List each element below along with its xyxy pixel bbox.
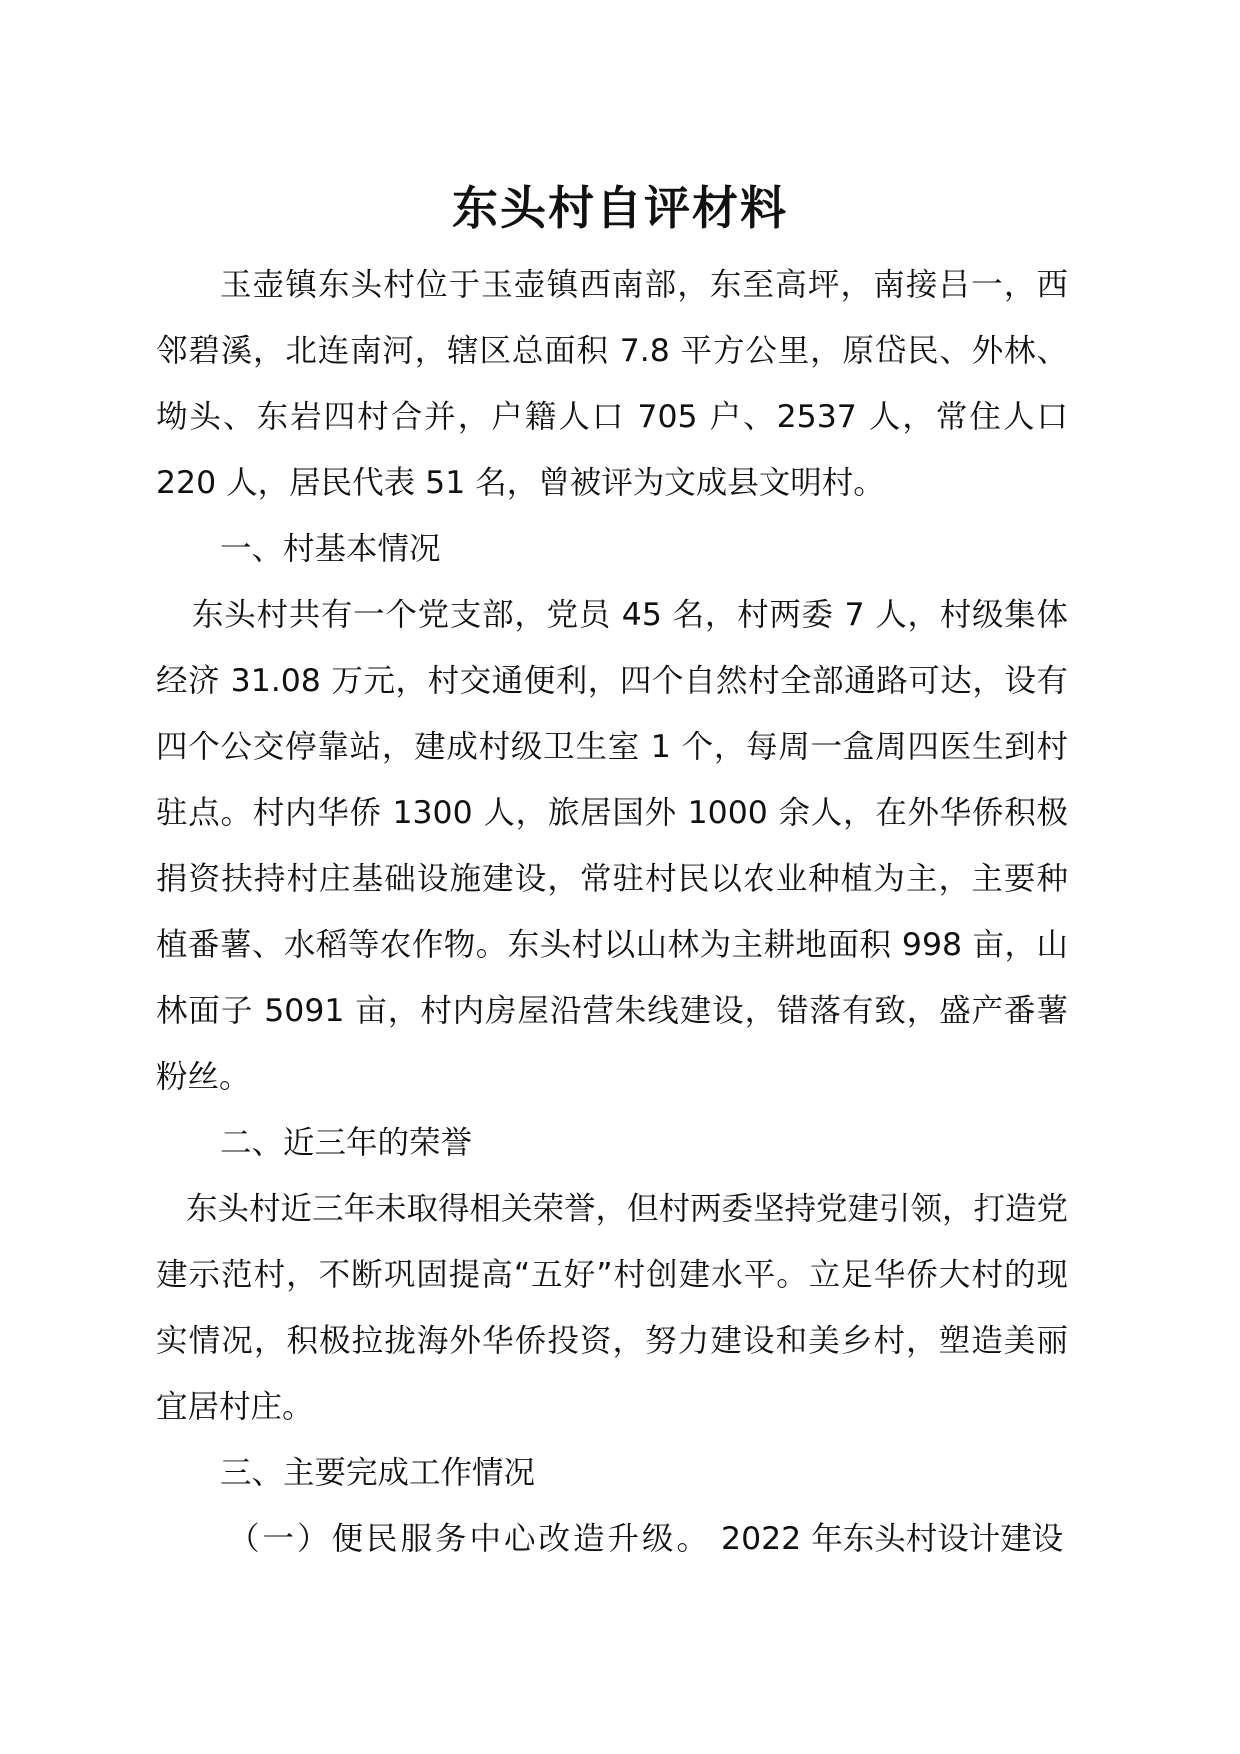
subsection-text: 2022 年东头村设计建设 xyxy=(721,1521,1064,1557)
subsection-line xyxy=(156,1506,1068,1572)
section-heading-3: 三、主要完成工作情况 xyxy=(220,1455,536,1491)
section-heading-2: 二、近三年的荣誉 xyxy=(220,1125,473,1161)
honors-paragraph: 东头村近三年未取得相关荣誉，但村两委坚持党建引领，打造党建示范村，不断巩固提高“五好”村创建水平。立足华侨大村的现实情况，积极拉拢海外华侨投资，努力建设和美乡村，塑造美丽宜居村庄。 xyxy=(156,1191,1069,1425)
section-heading-1: 一、村基本情况 xyxy=(220,531,441,567)
subsection-heading: （一）便民服务中心改造升级。 xyxy=(228,1521,712,1557)
intro-paragraph: 玉壶镇东头村位于玉壶镇西南部，东至高坪，南接吕一，西邻碧溪，北连南河，辖区总面积 7.8 平方公里，原岱民、外林、坳头、东岩四村合并，户籍人口 705 户、2537 人，常住人口 220 人，居民代表 51 名，曾被评为文成县文明村。 xyxy=(156,267,1068,501)
document-body xyxy=(156,252,1068,1572)
basic-info-paragraph: 东头村共有一个党支部，党员 45 名，村两委 7 人，村级集体经济 31.08 万元，村交通便利，四个自然村全部通路可达，设有四个公交停靠站，建成村级卫生室 1 个，每周一盒周四医生到村驻点。村内华侨 1300 人，旅居国外 1000 余人，在外华侨积极捐资扶持村庄基础设施建设，常驻村民以农业种植为主，主要种植番薯、水稻等农作物。东头村以山林为主耕地面积 998 亩，山林面子 5091 亩，村内房屋沿营朱线建设，错落有致，盛产番薯粉丝。 xyxy=(156,597,1068,1095)
document-title: 东头村自评材料 xyxy=(452,181,788,235)
